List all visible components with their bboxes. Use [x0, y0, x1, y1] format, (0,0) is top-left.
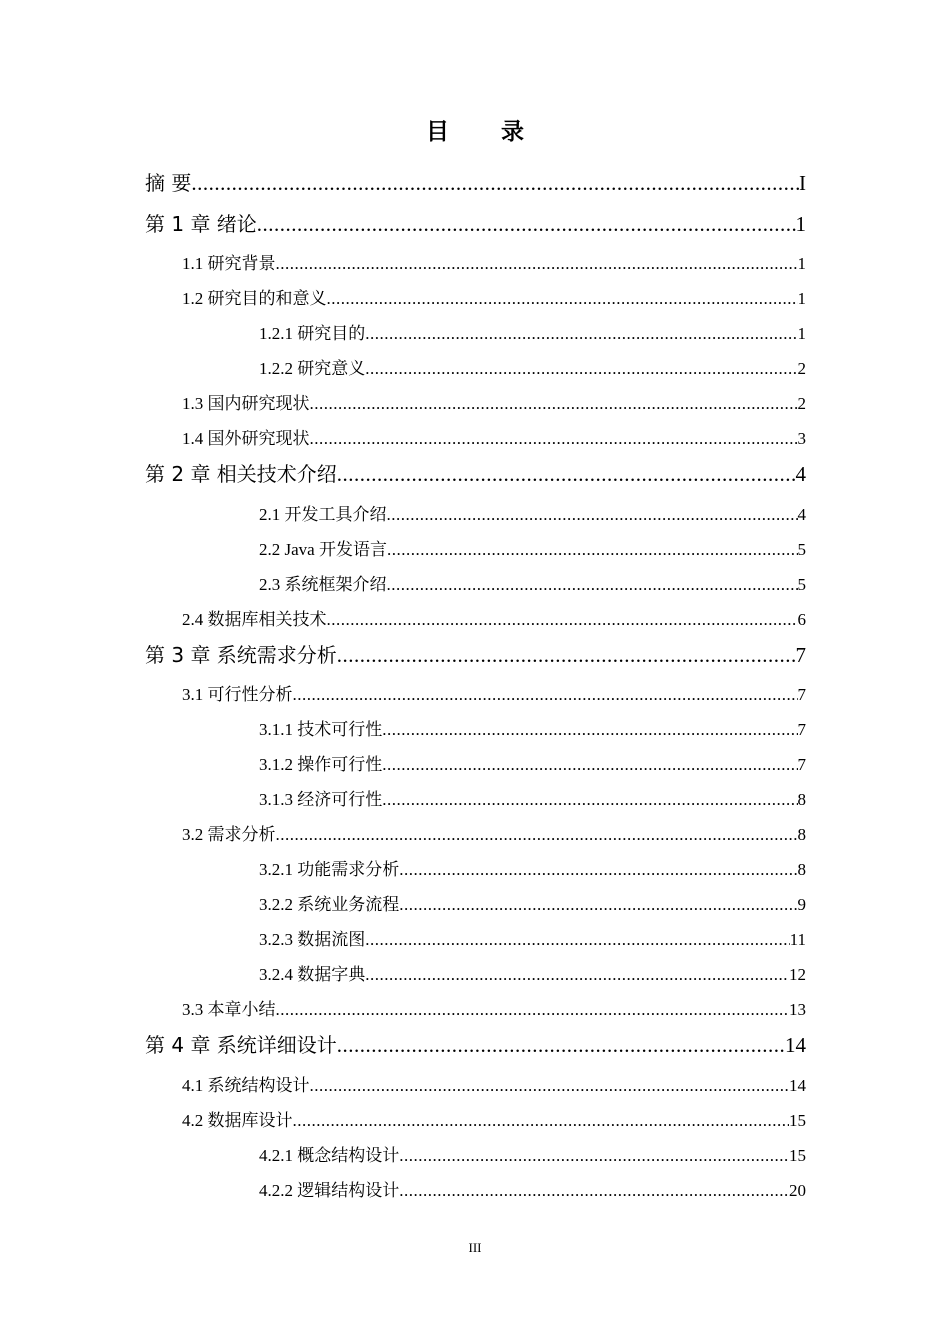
toc-entry-page-number: 1	[795, 211, 806, 236]
dot-leader	[310, 1068, 790, 1103]
toc-entry-page-number: 5	[797, 539, 806, 559]
dot-leader	[399, 887, 797, 922]
toc-entry-page-number: 8	[797, 790, 806, 809]
dot-leader	[293, 677, 798, 712]
toc-title: 目 录	[425, 119, 546, 145]
dot-leader	[337, 456, 796, 492]
toc-entry-page-number: 12	[789, 965, 806, 984]
toc-entry[interactable]	[145, 351, 806, 386]
toc-entry-page-number: 1	[797, 254, 806, 273]
toc-entry-title: 第 1 章 绪论	[145, 211, 257, 236]
toc-entry-title: 3.2.1 功能需求分析	[259, 860, 400, 879]
dot-leader	[327, 602, 798, 637]
dot-leader	[276, 246, 798, 281]
toc-entry-title: 摘 要	[145, 171, 192, 195]
toc-entry-page-number: 2	[797, 394, 806, 413]
toc-entry[interactable]	[145, 992, 806, 1027]
toc-entry-page-number: 7	[797, 720, 806, 739]
dot-leader	[387, 532, 798, 567]
toc-entry[interactable]	[145, 386, 806, 421]
toc-entry-title: 1.2.1 研究目的	[259, 324, 366, 343]
toc-entry-page-number: 1	[797, 324, 806, 343]
toc-entry[interactable]	[145, 1068, 806, 1103]
dot-leader	[310, 386, 798, 421]
toc-entry[interactable]	[145, 1138, 806, 1173]
toc-entry-title: 2.2 Java 开发语言	[259, 539, 387, 559]
toc-entry-title: 3.1.1 技术可行性	[259, 720, 383, 739]
toc-entry[interactable]	[145, 246, 806, 281]
toc-entry[interactable]	[145, 782, 806, 817]
dot-leader	[310, 421, 798, 456]
dot-leader	[191, 165, 799, 201]
toc-entry-title: 1.4 国外研究现状	[182, 429, 310, 448]
dot-leader	[337, 1027, 785, 1063]
toc-entry[interactable]	[145, 316, 806, 351]
toc-entry[interactable]	[145, 456, 806, 497]
toc-entry-page-number: I	[799, 171, 806, 195]
toc-entry[interactable]	[145, 165, 806, 206]
dot-leader	[276, 992, 790, 1027]
toc-entry-title: 1.1 研究背景	[182, 254, 276, 273]
toc-entry-page-number: 20	[789, 1180, 806, 1200]
toc-entry-title: 3.2 需求分析	[182, 825, 276, 844]
toc-entry[interactable]	[145, 1027, 806, 1068]
toc-entry-title: 第 2 章 相关技术介绍	[145, 462, 337, 486]
toc-entry-page-number: 8	[797, 825, 806, 844]
toc-entry-title: 4.2 数据库设计	[182, 1110, 293, 1130]
toc-entry[interactable]	[145, 922, 806, 957]
dot-leader	[399, 852, 797, 887]
dot-leader	[365, 316, 797, 351]
toc-entry-page-number: 3	[797, 429, 806, 448]
toc-entry[interactable]	[145, 281, 806, 316]
dot-leader	[387, 497, 798, 532]
toc-entry-page-number: 5	[797, 574, 806, 594]
dot-leader	[382, 782, 797, 817]
page-number: III	[468, 1240, 482, 1255]
dot-leader	[399, 1138, 789, 1173]
toc-entry-page-number: 8	[797, 860, 806, 879]
toc-entry-page-number: 2	[797, 359, 806, 378]
toc-entry-page-number: 6	[797, 609, 806, 629]
toc-entry-page-number: 14	[789, 1075, 806, 1095]
dot-leader	[365, 957, 789, 992]
toc-entry-title: 3.2.4 数据字典	[259, 965, 366, 984]
toc-entry[interactable]	[145, 602, 806, 637]
dot-leader	[327, 281, 798, 316]
dot-leader	[382, 712, 797, 747]
dot-leader	[382, 747, 797, 782]
toc-entry[interactable]	[145, 1173, 806, 1208]
toc-entry[interactable]	[145, 957, 806, 992]
toc-entry-title: 2.3 系统框架介绍	[259, 574, 387, 594]
toc-entry-title: 3.1.3 经济可行性	[259, 790, 383, 809]
dot-leader	[387, 567, 798, 602]
toc-entry-page-number: 4	[797, 504, 806, 524]
toc-entry[interactable]	[145, 852, 806, 887]
toc-entry[interactable]	[145, 817, 806, 852]
toc-entry-title: 3.3 本章小结	[182, 1000, 276, 1019]
toc-entry-page-number: 9	[797, 895, 806, 914]
toc-entry-title: 4.2.1 概念结构设计	[259, 1145, 400, 1165]
toc-entry-title: 第 4 章 系统详细设计	[145, 1033, 337, 1057]
dot-leader	[365, 351, 797, 386]
toc-entry-page-number: 14	[785, 1033, 806, 1057]
toc-entry[interactable]	[145, 1103, 806, 1138]
toc-entry-title: 3.1.2 操作可行性	[259, 755, 383, 774]
toc-entry[interactable]	[145, 206, 806, 247]
toc-entry-page-number: 7	[797, 685, 806, 704]
toc-entry-title: 第 3 章 系统需求分析	[145, 642, 337, 667]
dot-leader	[276, 817, 798, 852]
dot-leader	[257, 206, 796, 242]
toc-list	[145, 165, 806, 1208]
toc-entry-title: 2.1 开发工具介绍	[259, 504, 387, 524]
toc-entry[interactable]	[145, 677, 806, 712]
toc-entry-title: 4.1 系统结构设计	[182, 1075, 310, 1095]
toc-entry[interactable]	[145, 637, 806, 678]
toc-entry-title: 3.2.3 数据流图	[259, 930, 366, 949]
toc-entry-title: 1.3 国内研究现状	[182, 394, 310, 413]
toc-entry[interactable]	[145, 712, 806, 747]
toc-entry[interactable]	[145, 747, 806, 782]
toc-entry[interactable]	[145, 567, 806, 602]
toc-entry-page-number: 15	[789, 1110, 806, 1130]
toc-entry-page-number: 7	[795, 642, 806, 667]
dot-leader	[337, 637, 796, 673]
toc-entry-page-number: 7	[797, 755, 806, 774]
toc-entry-page-number: 13	[789, 1000, 806, 1019]
toc-entry-page-number: 4	[795, 462, 806, 486]
toc-entry-title: 1.2.2 研究意义	[259, 359, 366, 378]
toc-entry-page-number: 1	[797, 289, 806, 308]
toc-entry[interactable]	[145, 497, 806, 532]
dot-leader	[399, 1173, 789, 1208]
dot-leader	[293, 1103, 790, 1138]
dot-leader	[365, 922, 789, 957]
toc-entry-title: 4.2.2 逻辑结构设计	[259, 1180, 400, 1200]
toc-entry-title: 2.4 数据库相关技术	[182, 609, 327, 629]
toc-entry-page-number: 11	[789, 930, 806, 949]
toc-entry-title: 3.1 可行性分析	[182, 685, 293, 704]
toc-entry-page-number: 15	[789, 1145, 806, 1165]
toc-entry[interactable]	[145, 532, 806, 567]
toc-entry[interactable]	[145, 421, 806, 456]
toc-entry-title: 3.2.2 系统业务流程	[259, 895, 400, 914]
toc-entry-title: 1.2 研究目的和意义	[182, 289, 327, 308]
toc-entry[interactable]	[145, 887, 806, 922]
